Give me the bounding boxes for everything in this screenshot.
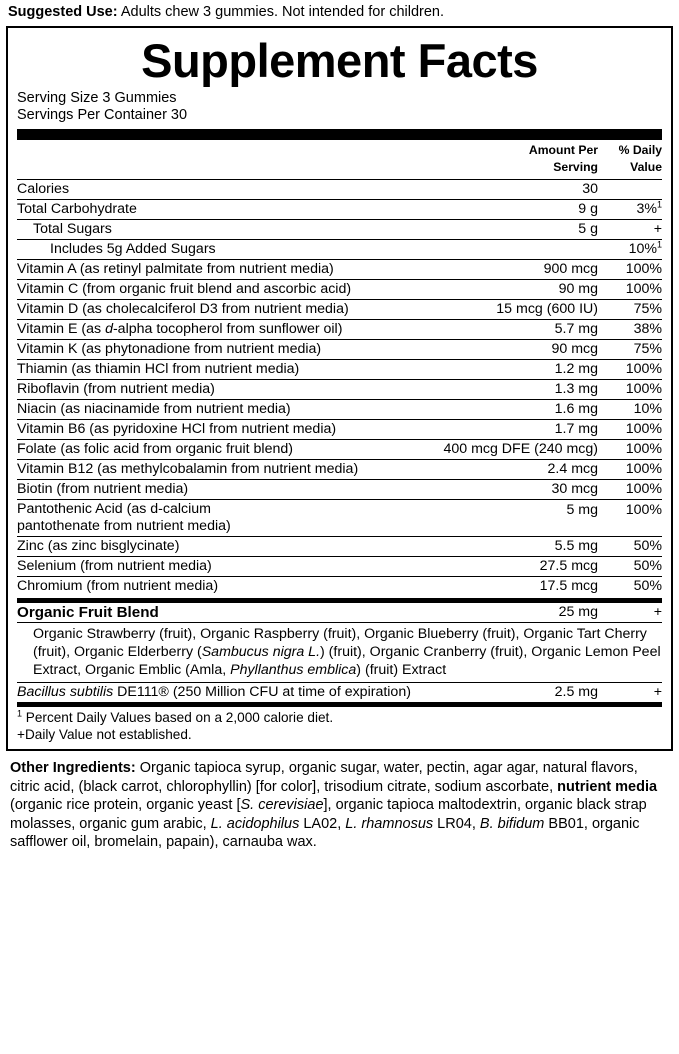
nutrient-dv: 50% <box>606 537 662 557</box>
table-header-row <box>17 140 662 180</box>
probiotic-table <box>17 682 662 702</box>
supplement-facts-panel <box>6 26 673 751</box>
nutrient-amount: 1.2 mg <box>416 360 606 380</box>
nutrient-dv: 10% <box>606 400 662 420</box>
nutrient-amount: 90 mg <box>416 280 606 300</box>
divider-thick-top <box>17 129 662 140</box>
nutrient-name: Biotin (from nutrient media) <box>17 480 416 500</box>
table-row <box>17 220 662 240</box>
nutrient-name: Vitamin K (as phytonadione from nutrient media) <box>17 340 416 360</box>
nutrient-amount: 15 mcg (600 IU) <box>416 300 606 320</box>
nutrient-amount: 5.5 mg <box>416 537 606 557</box>
blend-amount: 25 mg <box>558 604 598 620</box>
nutrient-amount: 900 mcg <box>416 260 606 280</box>
nutrient-name: Chromium (from nutrient media) <box>17 577 416 597</box>
nutrient-amount: 17.5 mcg <box>416 577 606 597</box>
table-row <box>17 260 662 280</box>
table-row <box>17 340 662 360</box>
table-row <box>17 500 662 537</box>
table-row <box>17 300 662 320</box>
table-row <box>17 240 662 260</box>
footnote-dv-not-established: +Daily Value not established. <box>17 727 192 742</box>
nutrient-name: Selenium (from nutrient media) <box>17 557 416 577</box>
table-row <box>17 577 662 597</box>
table-row <box>17 420 662 440</box>
table-row <box>17 460 662 480</box>
footnotes <box>17 702 662 743</box>
nutrient-dv <box>606 180 662 200</box>
nutrient-amount: 5 g <box>416 220 606 240</box>
nutrient-amount: 400 mcg DFE (240 mcg) <box>416 440 606 460</box>
nutrient-dv: 75% <box>606 340 662 360</box>
nutrient-amount: 1.7 mg <box>416 420 606 440</box>
nutrient-name: Total Carbohydrate <box>17 200 416 220</box>
nutrient-amount: 90 mcg <box>416 340 606 360</box>
table-row <box>17 480 662 500</box>
nutrient-amount: 5.7 mg <box>416 320 606 340</box>
suggested-use <box>4 0 675 26</box>
nutrient-name: Vitamin B12 (as methylcobalamin from nutrient media) <box>17 460 416 480</box>
table-row <box>17 380 662 400</box>
blend-row <box>17 603 662 622</box>
nutrient-name: Zinc (as zinc bisglycinate) <box>17 537 416 557</box>
table-row <box>17 200 662 220</box>
nutrient-dv: 50% <box>606 577 662 597</box>
nutrient-name: Vitamin D (as cholecalciferol D3 from nutrient media) <box>17 300 416 320</box>
nutrient-name: Folate (as folic acid from organic fruit blend) <box>17 440 416 460</box>
blend-description: Organic Strawberry (fruit), Organic Raspberry (fruit), Organic Blueberry (fruit), Organic Tart Cherry (fruit), Organic Elderberry (Sambucus nigra L.) (fruit), Organic Cranberry (fruit), Organic Lemon Peel Extract, Organic Emblic (Amla, Phyllanthus emblica) (fruit) Extract <box>17 622 662 682</box>
nutrition-table <box>17 140 662 596</box>
table-row <box>17 280 662 300</box>
blend-table <box>17 603 662 622</box>
footnote-dv-basis: $^1$ Percent Daily Values based on a 2,000 calorie diet. <box>17 708 334 725</box>
nutrient-name: Vitamin C (from organic fruit blend and ascorbic acid) <box>17 280 416 300</box>
table-row <box>17 557 662 577</box>
nutrient-amount <box>416 240 606 260</box>
nutrient-dv: 100% <box>606 440 662 460</box>
nutrient-dv: 100% <box>606 480 662 500</box>
nutrient-amount: 1.3 mg <box>416 380 606 400</box>
nutrient-amount: 27.5 mcg <box>416 557 606 577</box>
nutrient-name: Vitamin E (as d-alpha tocopherol from sunflower oil) <box>17 320 416 340</box>
nutrient-dv: + <box>606 220 662 240</box>
other-ingredients <box>4 751 675 856</box>
nutrient-name: Includes 5g Added Sugars <box>17 240 416 260</box>
nutrient-dv: 38% <box>606 320 662 340</box>
nutrient-dv: 100% <box>606 420 662 440</box>
nutrient-amount: 2.4 mcg <box>416 460 606 480</box>
blend-dv: + <box>653 604 662 620</box>
probiotic-row <box>17 683 662 703</box>
nutrient-name: Riboflavin (from nutrient media) <box>17 380 416 400</box>
probiotic-name: Bacillus subtilis DE111® (250 Million CFU at time of expiration) <box>17 683 538 703</box>
nutrient-name: Vitamin B6 (as pyridoxine HCl from nutrient media) <box>17 420 416 440</box>
suggested-use-label: Suggested Use: <box>8 4 118 20</box>
nutrient-amount: 1.6 mg <box>416 400 606 420</box>
nutrient-name: Thiamin (as thiamin HCl from nutrient media) <box>17 360 416 380</box>
table-row <box>17 537 662 557</box>
nutrient-dv: 100% <box>606 380 662 400</box>
nutrient-dv: 100% <box>606 460 662 480</box>
nutrient-dv: 10%$^1$ <box>606 240 662 260</box>
header-daily-value: % Daily Value <box>618 143 662 174</box>
nutrient-name: Calories <box>17 180 416 200</box>
header-amount-per-serving: Amount Per Serving <box>528 143 598 174</box>
other-ingredients-label: Other Ingredients: <box>10 760 136 776</box>
suggested-use-text: Adults chew 3 gummies. Not intended for children. <box>120 4 445 20</box>
nutrient-amount: 30 mcg <box>416 480 606 500</box>
serving-size: Serving Size 3 Gummies <box>17 90 177 106</box>
table-row <box>17 320 662 340</box>
other-ingredients-text: Organic tapioca syrup, organic sugar, water, pectin, agar agar, natural flavors, citric acid, (black carrot, chlorophyllin) [for color], trisodium citrate, sodium ascorbate, nutrient media (organic rice protein, organic yeast [S. cerevisiae], organic tapioca maltodextrin, organic black strap molasses, organic gum arabic, L. acidophilus LA02, L. rhamnosus LR04, B. bifidum BB01, organic safflower oil, bromelain, papain), carnauba wax. <box>10 760 658 850</box>
nutrient-name: Pantothenic Acid (as d-calcium pantothenate from nutrient media) <box>17 500 416 537</box>
nutrient-dv: 100% <box>606 260 662 280</box>
table-row <box>17 360 662 380</box>
nutrient-name: Total Sugars <box>17 220 416 240</box>
probiotic-amount: 2.5 mg <box>538 683 606 703</box>
probiotic-dv: + <box>606 683 662 703</box>
nutrient-name: Niacin (as niacinamide from nutrient media) <box>17 400 416 420</box>
servings-per-container: Servings Per Container 30 <box>17 107 188 123</box>
blend-name: Organic Fruit Blend <box>17 604 159 621</box>
table-row <box>17 440 662 460</box>
table-row <box>17 400 662 420</box>
nutrient-dv: 3%$^1$ <box>606 200 662 220</box>
nutrient-dv: 100% <box>606 360 662 380</box>
nutrient-amount: 5 mg <box>416 500 606 537</box>
header-spacer <box>17 140 416 180</box>
nutrient-dv: 50% <box>606 557 662 577</box>
nutrient-dv: 100% <box>606 500 662 537</box>
nutrient-dv: 100% <box>606 280 662 300</box>
nutrient-amount: 9 g <box>416 200 606 220</box>
nutrient-name: Vitamin A (as retinyl palmitate from nutrient media) <box>17 260 416 280</box>
nutrient-amount: 30 <box>416 180 606 200</box>
nutrient-dv: 75% <box>606 300 662 320</box>
table-row <box>17 180 662 200</box>
panel-title: Supplement Facts <box>141 34 538 87</box>
